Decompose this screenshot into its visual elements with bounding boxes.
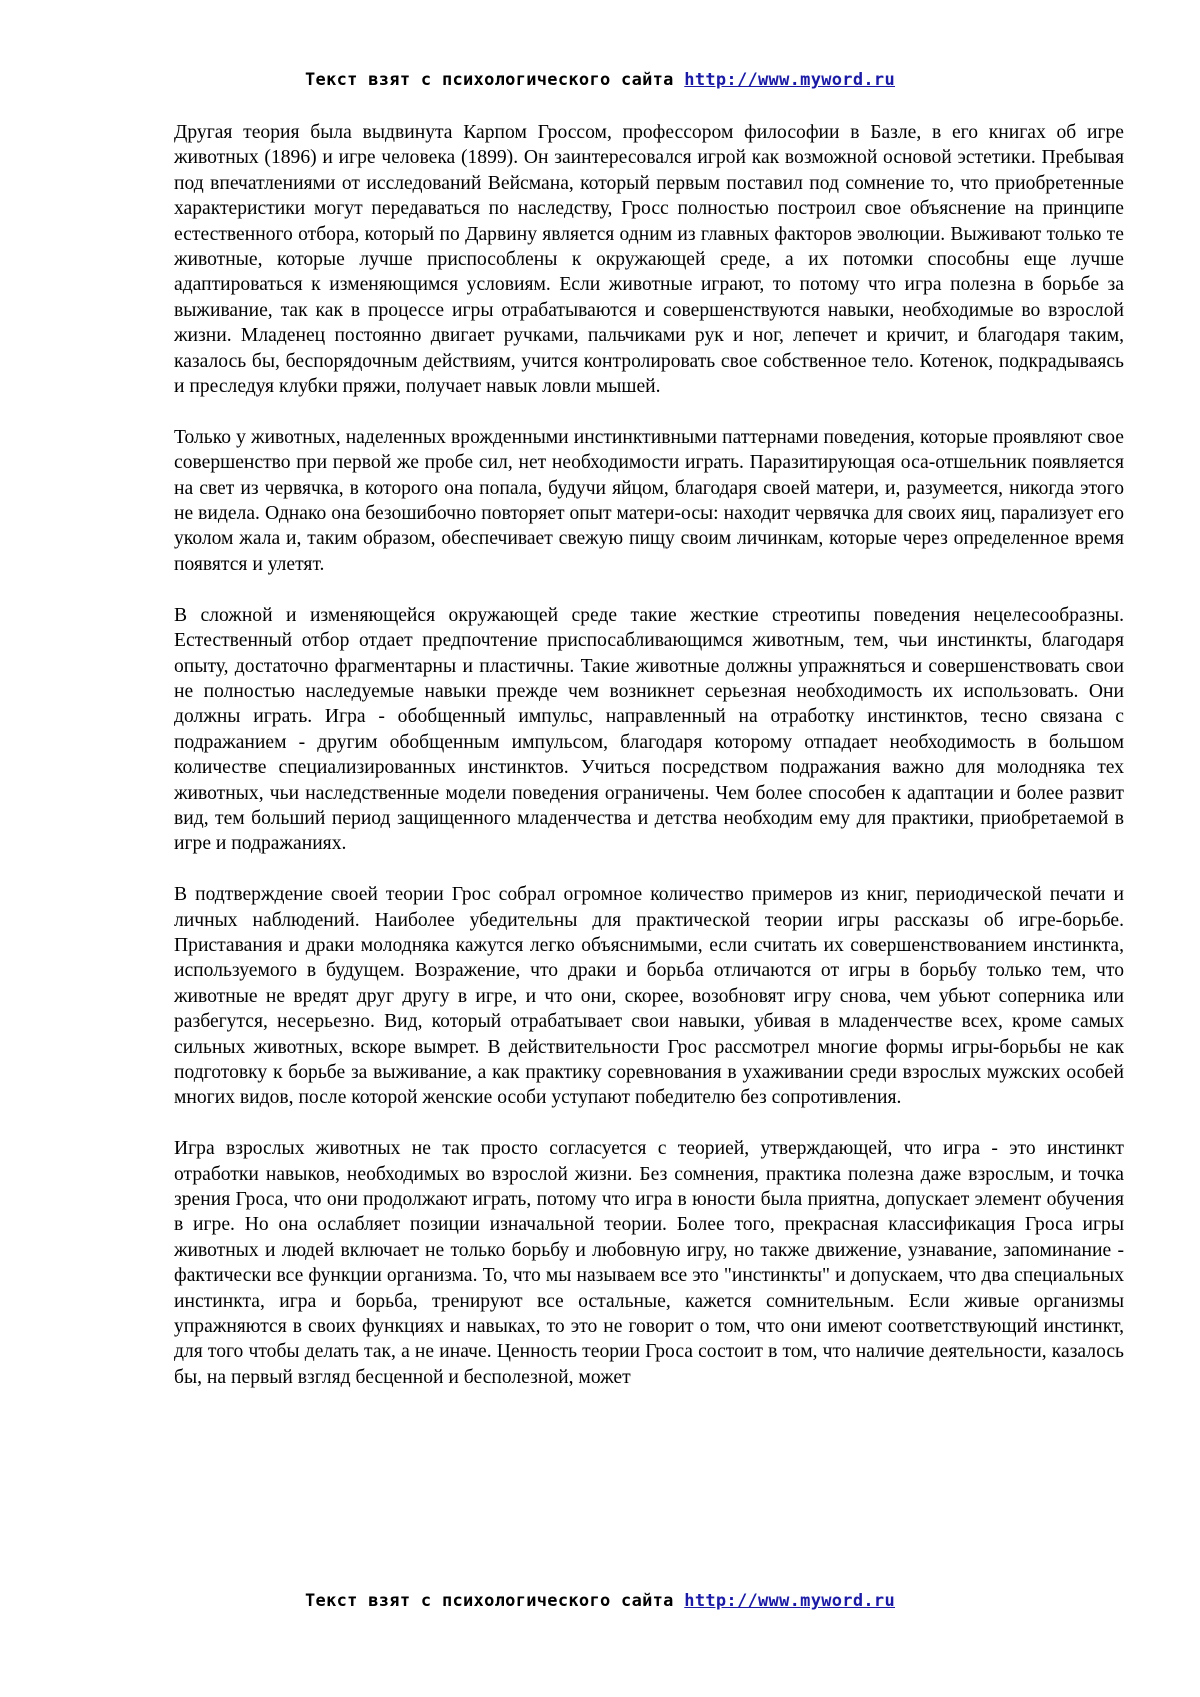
paragraph-3: В сложной и изменяющейся окружающей среде такие жесткие стреотипы поведения нецелесообразны. Естественный отбор отдает предпочтение приспосабливающимся животным, тем, чьи инстинкты, благодаря опыту, достаточно фрагментарны и пластичны. Такие животные должны упражняться и совершенствовать свои не полностью наследуемые навыки прежде чем возникнет серьезная необходимость их использовать. Они должны играть. Игра - обобщенный импульс, направленный на отработку инстинктов, тесно связана с подражанием - другим обобщенным импульсом, благодаря которому отпадает необходимость в большом количестве специализированных инстинктов. Учиться посредством подражания важно для молодняка тех животных, чьи наследственные модели поведения ограничены. Чем более способен к адаптации и более развит вид, тем больший период защищенного младенчества и детства необходим ему для практики, приобретаемой в игре и подражаниях. (174, 604, 1124, 855)
header-text: Текст взят с психологического сайта (305, 70, 674, 90)
paragraph-2: Только у животных, наделенных врожденными инстинктивными паттернами поведения, которые проявляют свое совершенство при первой же пробе сил, нет необходимости играть. Паразитирующая оса-отшельник появляется на свет из червячка, в которого она попала, будучи яйцом, благодаря своей матери, и, разумеется, никогда этого не видела. Однако она безошибочно повторяет опыт матери-осы: находит червячка для своих яиц, парализует его уколом жала и, таким образом, обеспечивает свежую пищу своим личинкам, которые через определенное время появятся и улетят. (174, 426, 1124, 575)
footer-text: Текст взят с психологического сайта (305, 1591, 674, 1611)
header-site-link[interactable]: http://www.myword.ru (684, 70, 895, 90)
page-footer (0, 1591, 1200, 1611)
page-header (0, 70, 1200, 90)
paragraph-1: Другая теория была выдвинута Карпом Гроссом, профессором философии в Базле, в его книгах об игре животных (1896) и игре человека (1899). Он заинтересовался игрой как возможной основой эстетики. Пребывая под впечатлениями от исследований Вейсмана, который первым поставил под сомнение то, что приобретенные характеристики могут передаваться по наследству, Гросс полностью построил свое объяснение на принципе естественного отбора, который по Дарвину является одним из главных факторов эволюции. Выживают только те животные, которые лучше приспособлены к окружающей среде, а их потомки способны еще лучше адаптироваться к изменяющимся условиям. Если животные играют, то потому что игра полезна в борьбе за выживание, так как в процессе игры отрабатываются и совершенствуются навыки, необходимые во взрослой жизни. Младенец постоянно двигает ручками, пальчиками рук и ног, лепечет и кричит, и благодаря таким, казалось бы, беспорядочным действиям, учится контролировать свое собственное тело. Котенок, подкрадываясь и преследуя клубки пряжи, получает навык ловли мышей. (174, 122, 1124, 398)
paragraph-5: Игра взрослых животных не так просто согласуется с теорией, утверждающей, что игра - это инстинкт отработки навыков, необходимых во взрослой жизни. Без сомнения, практика полезна даже взрослым, и точка зрения Гроса, что они продолжают играть, потому что игра в юности была приятна, допускает элемент обучения в игре. Но она ослабляет позиции изначальной теории. Более того, прекрасная классификация Гроса игры животных и людей включает не только борьбу и любовную игру, но также движение, узнавание, запоминание - фактически все функции организма. То, что мы называем все это "инстинкты" и допускаем, что два специальных инстинкта, игра и борьба, тренируют все остальные, кажется сомнительным. Если живые организмы упражняются в своих функциях и навыках, то это не говорит о том, что они имеют соответствующий инстинкт, для того чтобы делать так, а не иначе. Ценность теории Гроса состоит в том, что наличие деятельности, казалось бы, на первый взгляд бесценной и бесполезной, может (174, 1138, 1124, 1388)
footer-site-link[interactable]: http://www.myword.ru (684, 1591, 895, 1611)
document-body (174, 120, 1124, 1390)
paragraph-4: В подтверждение своей теории Грос собрал огромное количество примеров из книг, периодической печати и личных наблюдений. Наиболее убедительны для практической теории игры рассказы об игре-борьбе. Приставания и драки молодняка кажутся легко объяснимыми, если считать их совершенствованием инстинкта, используемого в будущем. Возражение, что драки и борьба отличаются от игры в борьбу только тем, что животные не вредят друг другу в игре, и что они, скорее, возобновят игру снова, чем убьют соперника или разбегутся, несерьезно. Вид, который отрабатывает свои навыки, убивая в младенчестве всех, кроме самых сильных животных, вскоре вымрет. В действительности Грос рассмотрел многие формы игры-борьбы не как подготовку к борьбе за выживание, а как практику соревнования в ухаживании среди взрослых мужских особей многих видов, после которой женские особи уступают победителю без сопротивления. (174, 884, 1124, 1109)
